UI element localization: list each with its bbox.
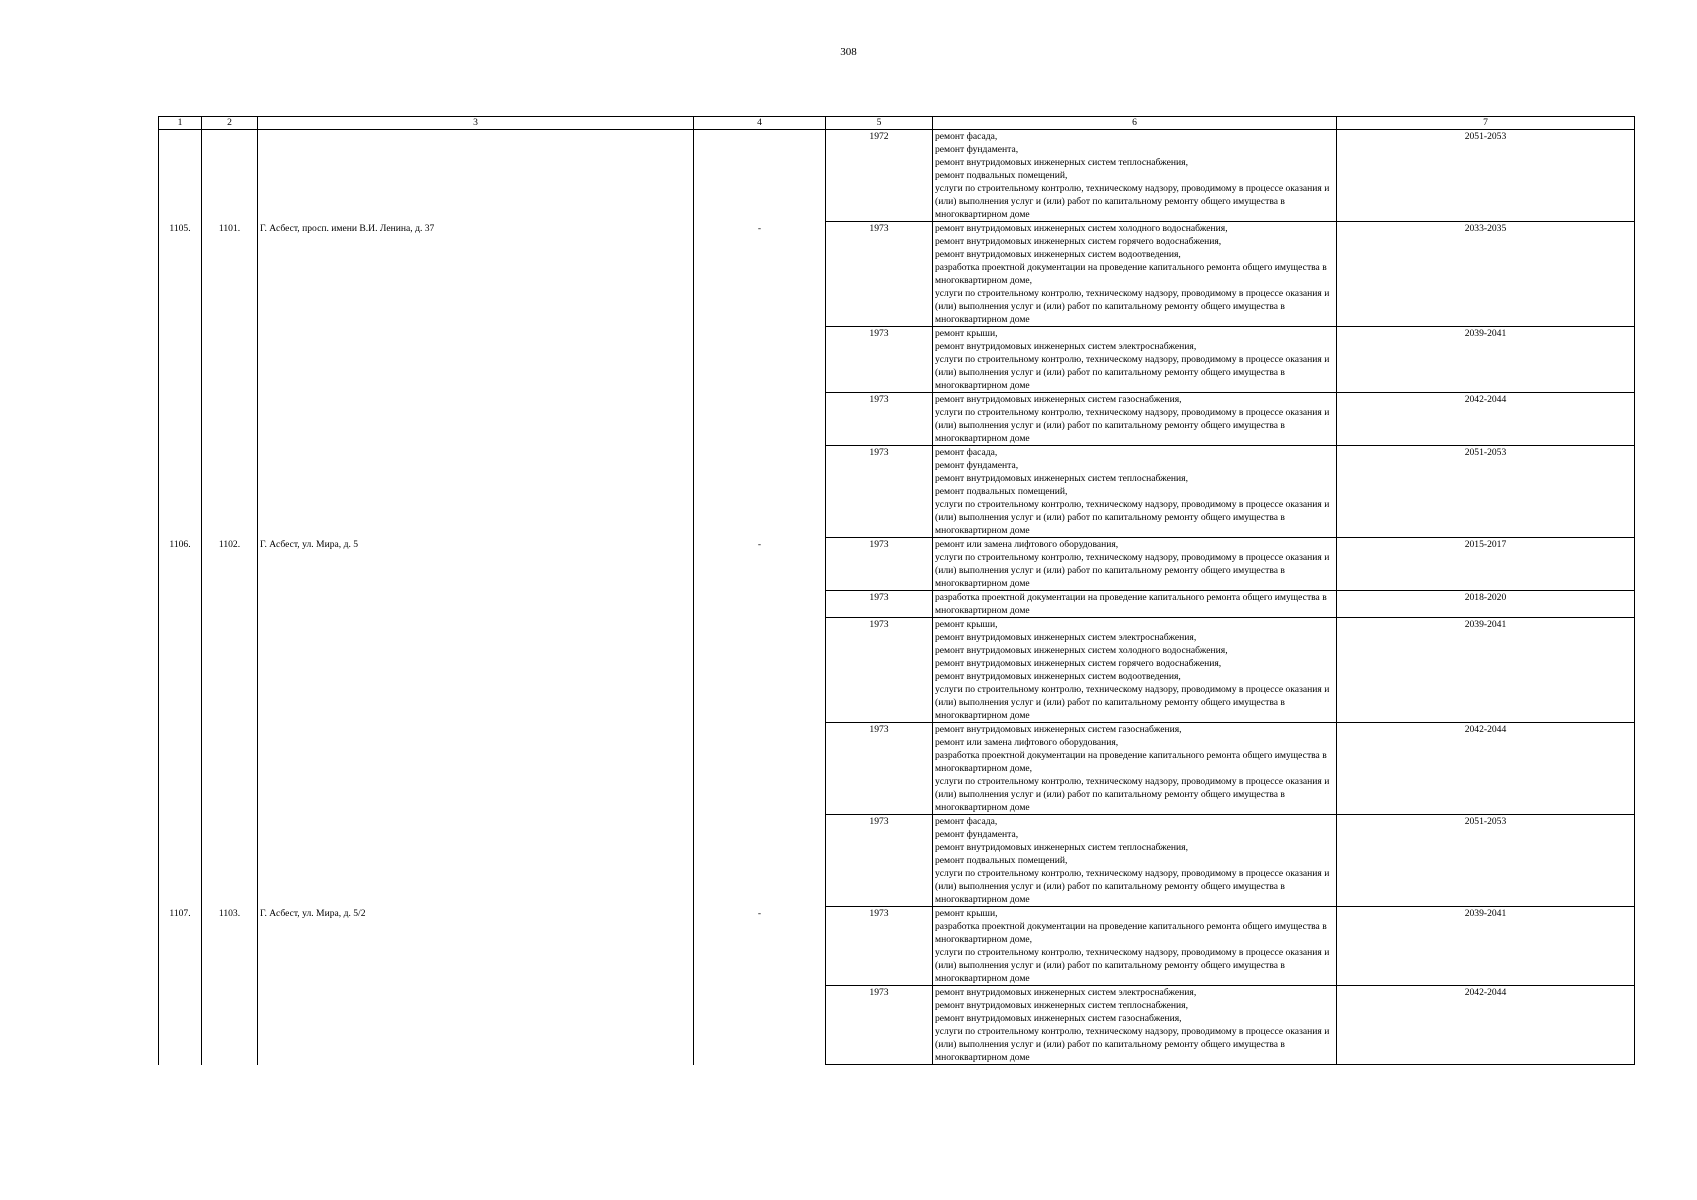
works-list: ремонт крыши, разработка проектной документации на проведение капитального ремонта общего имущества в многоквартирном доме, услуги по строительному контролю, техническому надзору, проводимому в процессе оказания и (или) выполнения услуг и (или) работ по капитальному ремонту общего имущества в многоквартирном доме (933, 907, 1337, 986)
repair-period: 2039-2041 (1337, 327, 1635, 393)
build-year: 1972 (826, 130, 933, 222)
table-row (159, 538, 1635, 591)
row-number: 1106. (159, 538, 202, 907)
row-number: 1105. (159, 222, 202, 538)
row-number: 1107. (159, 907, 202, 1065)
build-year: 1973 (826, 393, 933, 446)
repair-period: 2039-2041 (1337, 907, 1635, 986)
column-header: 7 (1337, 117, 1635, 130)
build-year: 1973 (826, 815, 933, 907)
repair-period: 2051-2053 (1337, 130, 1635, 222)
building-address: Г. Асбест, ул. Мира, д. 5/2 (258, 907, 694, 1065)
table-row (159, 907, 1635, 986)
table-row (159, 130, 1635, 222)
building-code: 1103. (202, 907, 258, 1065)
column-header: 3 (258, 117, 694, 130)
building-address: Г. Асбест, просп. имени В.И. Ленина, д. 37 (258, 222, 694, 538)
works-list: ремонт фасада, ремонт фундамента, ремонт внутридомовых инженерных систем теплоснабжения, ремонт подвальных помещений, услуги по строительному контролю, техническому надзору, проводимому в процессе оказания и (или) выполнения услуг и (или) работ по капитальному ремонту общего имущества в многоквартирном доме (933, 130, 1337, 222)
works-list: разработка проектной документации на проведение капитального ремонта общего имущества в многоквартирном доме (933, 591, 1337, 618)
repair-period: 2042-2044 (1337, 986, 1635, 1065)
repair-period: 2042-2044 (1337, 723, 1635, 815)
repair-period: 2033-2035 (1337, 222, 1635, 327)
column-header: 6 (933, 117, 1337, 130)
works-list: ремонт или замена лифтового оборудования, услуги по строительному контролю, техническому надзору, проводимому в процессе оказания и (или) выполнения услуг и (или) работ по капитальному ремонту общего имущества в многоквартирном доме (933, 538, 1337, 591)
build-year: 1973 (826, 723, 933, 815)
repair-period: 2051-2053 (1337, 446, 1635, 538)
build-year: 1973 (826, 986, 933, 1065)
works-list: ремонт фасада, ремонт фундамента, ремонт внутридомовых инженерных систем теплоснабжения, ремонт подвальных помещений, услуги по строительному контролю, техническому надзору, проводимому в процессе оказания и (или) выполнения услуг и (или) работ по капитальному ремонту общего имущества в многоквартирном доме (933, 446, 1337, 538)
capital-repair-table (158, 116, 1635, 1065)
column-header: 5 (826, 117, 933, 130)
works-list: ремонт крыши, ремонт внутридомовых инженерных систем электроснабжения, услуги по строительному контролю, техническому надзору, проводимому в процессе оказания и (или) выполнения услуг и (или) работ по капитальному ремонту общего имущества в многоквартирном доме (933, 327, 1337, 393)
build-year: 1973 (826, 446, 933, 538)
build-year: 1973 (826, 538, 933, 591)
works-list: ремонт внутридомовых инженерных систем электроснабжения, ремонт внутридомовых инженерных систем теплоснабжения, ремонт внутридомовых инженерных систем газоснабжения, услуги по строительному контролю, техническому надзору, проводимому в процессе оказания и (или) выполнения услуг и (или) работ по капитальному ремонту общего имущества в многоквартирном доме (933, 986, 1337, 1065)
building-code: 1101. (202, 222, 258, 538)
repair-period: 2051-2053 (1337, 815, 1635, 907)
column-header: 1 (159, 117, 202, 130)
build-year: 1973 (826, 222, 933, 327)
page-number: 308 (840, 46, 857, 58)
building-note: - (694, 907, 826, 1065)
building-note: - (694, 222, 826, 538)
repair-period: 2018-2020 (1337, 591, 1635, 618)
works-list: ремонт внутридомовых инженерных систем холодного водоснабжения, ремонт внутридомовых инженерных систем горячего водоснабжения, ремонт внутридомовых инженерных систем водоотведения, разработка проектной документации на проведение капитального ремонта общего имущества в многоквартирном доме, услуги по строительному контролю, техническому надзору, проводимому в процессе оказания и (или) выполнения услуг и (или) работ по капитальному ремонту общего имущества в многоквартирном доме (933, 222, 1337, 327)
works-list: ремонт внутридомовых инженерных систем газоснабжения, ремонт или замена лифтового оборудования, разработка проектной документации на проведение капитального ремонта общего имущества в многоквартирном доме, услуги по строительному контролю, техническому надзору, проводимому в процессе оказания и (или) выполнения услуг и (или) работ по капитальному ремонту общего имущества в многоквартирном доме (933, 723, 1337, 815)
repair-period: 2039-2041 (1337, 618, 1635, 723)
column-header: 2 (202, 117, 258, 130)
repair-period: 2015-2017 (1337, 538, 1635, 591)
repair-period: 2042-2044 (1337, 393, 1635, 446)
building-note: - (694, 538, 826, 907)
column-header: 4 (694, 117, 826, 130)
building-address: Г. Асбест, ул. Мира, д. 5 (258, 538, 694, 907)
column-number-row (159, 117, 1635, 130)
build-year: 1973 (826, 327, 933, 393)
works-list: ремонт крыши, ремонт внутридомовых инженерных систем электроснабжения, ремонт внутридомовых инженерных систем холодного водоснабжения, ремонт внутридомовых инженерных систем горячего водоснабжения, ремонт внутридомовых инженерных систем водоотведения, услуги по строительному контролю, техническому надзору, проводимому в процессе оказания и (или) выполнения услуг и (или) работ по капитальному ремонту общего имущества в многоквартирном доме (933, 618, 1337, 723)
build-year: 1973 (826, 907, 933, 986)
works-list: ремонт фасада, ремонт фундамента, ремонт внутридомовых инженерных систем теплоснабжения, ремонт подвальных помещений, услуги по строительному контролю, техническому надзору, проводимому в процессе оказания и (или) выполнения услуг и (или) работ по капитальному ремонту общего имущества в многоквартирном доме (933, 815, 1337, 907)
build-year: 1973 (826, 591, 933, 618)
building-code: 1102. (202, 538, 258, 907)
build-year: 1973 (826, 618, 933, 723)
table-row (159, 222, 1635, 327)
works-list: ремонт внутридомовых инженерных систем газоснабжения, услуги по строительному контролю, техническому надзору, проводимому в процессе оказания и (или) выполнения услуг и (или) работ по капитальному ремонту общего имущества в многоквартирном доме (933, 393, 1337, 446)
